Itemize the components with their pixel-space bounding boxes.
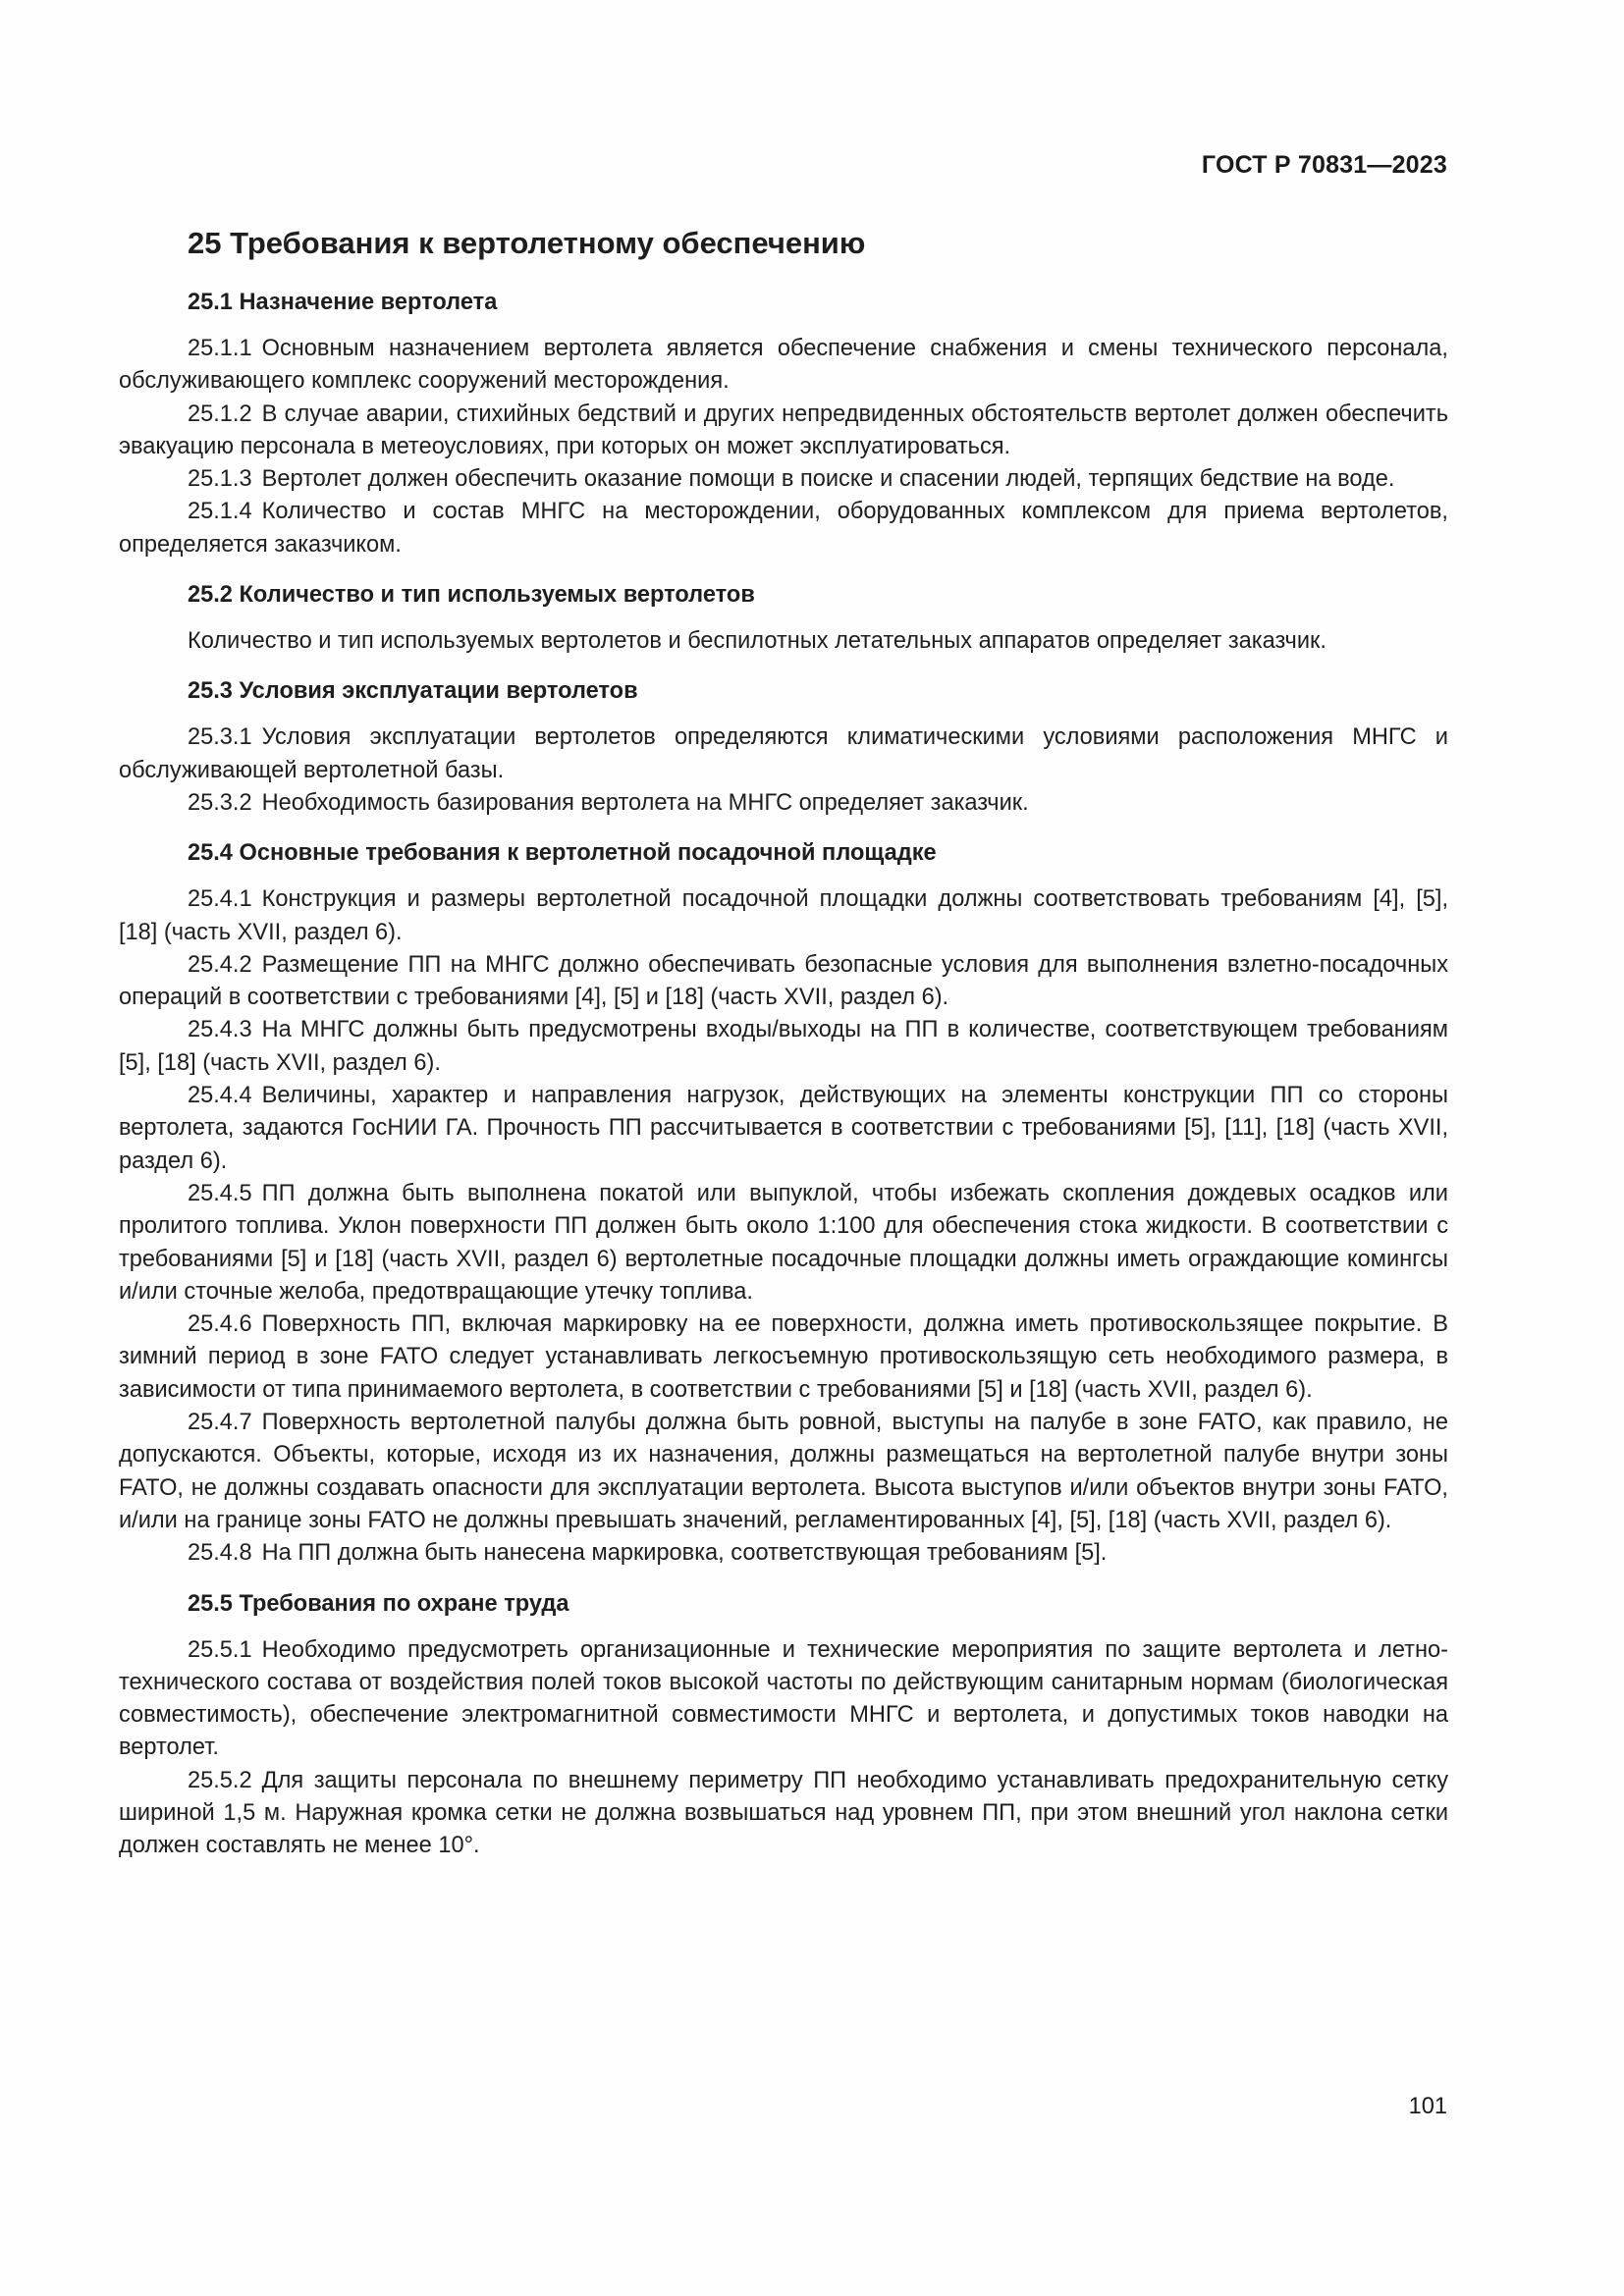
clause-number: 25.5.1: [188, 1636, 252, 1663]
paragraph-text: Количество и состав МНГС на месторождении, оборудованных комплексом для приема вертолетов, определяется заказчиком.: [119, 499, 1448, 558]
clause-number: 25.3.1: [188, 724, 252, 751]
paragraph: [119, 1407, 1448, 1537]
paragraph-text: На ПП должна быть нанесена маркировка, соответствующая требованиям [5].: [261, 1540, 1108, 1567]
clause-number: 25.4.2: [188, 951, 252, 978]
paragraph: [119, 1178, 1448, 1308]
paragraph-text: Необходимо предусмотреть организационные и технические мероприятия по защите вертолета и летно-технического состава от воздействия полей токов высокой частоты по действующим санитарным нормам (биологическая совместимость), обеспечение электромагнитной совместимости МНГС и вертолета, и допустимых токов наводки на вертолет.: [119, 1636, 1448, 1761]
clause-number: 25.4.5: [188, 1180, 252, 1206]
clause-number: 25.4.1: [188, 886, 252, 913]
clause-number: 25.1.1: [188, 336, 252, 361]
paragraph-text: Конструкция и размеры вертолетной посадочной площадки должны соответствовать требованиям [4], [5], [18] (часть XVII, раздел 6).: [119, 886, 1448, 945]
paragraph-text: На МНГС должны быть предусмотрены входы/выходы на ПП в количестве, соответствующем требованиям [5], [18] (часть XVII, раздел 6).: [119, 1017, 1448, 1076]
subsection-heading: 25.3 Условия эксплуатации вертолетов: [188, 678, 638, 705]
section-title: 25 Требования к вертолетному обеспечению: [188, 226, 866, 260]
clause-number: 25.3.2: [188, 789, 252, 816]
paragraph-text: В случае аварии, стихийных бедствий и других непредвиденных обстоятельств вертолет должен обеспечить эвакуацию персонала в метеоусловиях, при которых он может эксплуатироваться.: [119, 400, 1448, 459]
clause-number: 25.1.2: [188, 400, 252, 427]
document-standard-header: ГОСТ Р 70831—2023: [1201, 151, 1447, 179]
paragraph-text: Количество и тип используемых вертолетов и беспилотных летательных аппаратов определяет заказчик.: [188, 628, 1326, 655]
clause-number: 25.4.8: [188, 1540, 252, 1567]
paragraph: [119, 463, 1448, 496]
paragraph-text: Поверхность ПП, включая маркировку на ее поверхности, должна иметь противоскользящее покрытие. В зимний период в зоне FATO следует устанавливать легкосъемную противоскользящую сеть необходимого размера, в зависимости от типа принимаемого вертолета, в соответствии с требованиями [5] и [18] (часть XVII, раздел 6).: [119, 1311, 1448, 1403]
clause-number: 25.5.2: [188, 1767, 252, 1793]
paragraph: [119, 1537, 1448, 1570]
paragraph: [119, 1080, 1448, 1178]
paragraph: [119, 333, 1448, 399]
subsection-heading: 25.2 Количество и тип используемых вертолетов: [188, 582, 755, 609]
paragraph: [119, 1014, 1448, 1080]
paragraph: [119, 721, 1448, 787]
paragraph-text: Размещение ПП на МНГС должно обеспечивать безопасные условия для выполнения взлетно-посадочных операций в соответствии с требованиями [4], [5] и [18] (часть XVII, раздел 6).: [119, 951, 1448, 1011]
clause-number: 25.4.4: [188, 1083, 252, 1109]
paragraph: [119, 787, 1448, 820]
paragraph-text: Условия эксплуатации вертолетов определяются климатическими условиями расположения МНГС и обслуживающей вертолетной базы.: [119, 724, 1448, 783]
paragraph: [119, 949, 1448, 1015]
clause-number: 25.4.7: [188, 1410, 252, 1436]
subsection-heading: 25.1 Назначение вертолета: [188, 290, 498, 315]
paragraph-text: ПП должна быть выполнена покатой или выпуклой, чтобы избежать скопления дождевых осадков или пролитого топлива. Уклон поверхности ПП должен быть около 1:100 для обеспечения стока жидкости. В соответствии с требованиями [5] и [18] (часть XVII, раздел 6) вертолетные посадочные площадки должны иметь ограждающие комингсы и/или сточные желоба, предотвращающие утечку топлива.: [119, 1180, 1448, 1305]
paragraph-text: Основным назначением вертолета является обеспечение снабжения и смены технического персонала, обслуживающего комплекс сооружений месторождения.: [119, 336, 1448, 395]
clause-number: 25.1.3: [188, 466, 252, 493]
paragraph-text: Поверхность вертолетной палубы должна быть ровной, выступы на палубе в зоне FATO, как правило, не допускаются. Объекты, которые, исходя из их назначения, должны размещаться на вертолетной палубе внутри зоны FATO, не должны создавать опасности для эксплуатации вертолета. Высота выступов и/или объектов внутри зоны FATO, и/или на границе зоны FATO не должны превышать значений, регламентированных [4], [5], [18] (часть XVII, раздел 6).: [119, 1410, 1448, 1533]
paragraph-text: Вертолет должен обеспечить оказание помощи в поиске и спасении людей, терпящих бедствие на воде.: [261, 466, 1395, 493]
clause-number: 25.1.4: [188, 499, 252, 525]
paragraph-text: Для защиты персонала по внешнему периметру ПП необходимо устанавливать предохранительную сетку шириной 1,5 м. Наружная кромка сетки не должна возвышаться над уровнем ПП, при этом внешний угол наклона сетки должен составлять не менее 10°.: [119, 1767, 1448, 1859]
paragraph: [119, 1634, 1448, 1765]
paragraph-text: Необходимость базирования вертолета на МНГС определяет заказчик.: [261, 789, 1029, 816]
paragraph: [119, 1765, 1448, 1863]
paragraph: [119, 625, 1448, 658]
clause-number: 25.4.3: [188, 1017, 252, 1043]
page-number: 101: [1408, 2094, 1447, 2119]
paragraph: [119, 1308, 1448, 1407]
document-body: [119, 224, 1448, 1863]
paragraph-text: Величины, характер и направления нагрузок, действующих на элементы конструкции ПП со стороны вертолета, задаются ГосНИИ ГА. Прочность ПП рассчитывается в соответствии с требованиями [5], [11], [18] (часть XVII, раздел 6).: [119, 1083, 1448, 1174]
clause-number: 25.4.6: [188, 1311, 252, 1338]
subsection-heading: 25.4 Основные требования к вертолетной посадочной площадке: [188, 840, 937, 867]
paragraph: [119, 399, 1448, 464]
paragraph: [119, 883, 1448, 949]
paragraph: [119, 496, 1448, 561]
subsection-heading: 25.5 Требования по охране труда: [188, 1590, 569, 1617]
